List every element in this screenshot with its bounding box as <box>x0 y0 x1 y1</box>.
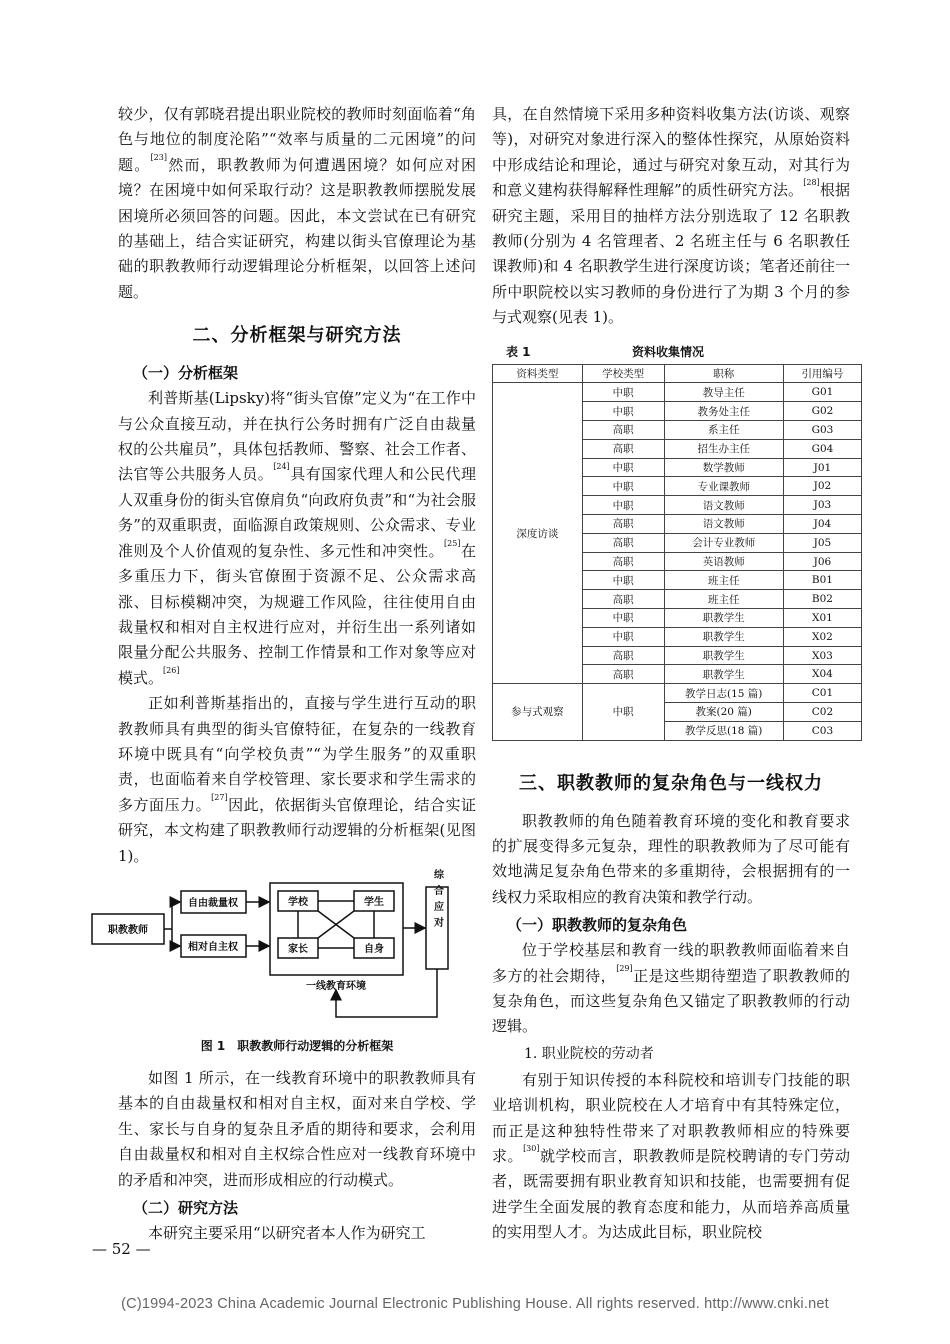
table-cell: 中职 <box>582 609 664 628</box>
table-cell: 招生办主任 <box>664 439 783 458</box>
table-cell: 班主任 <box>664 590 783 609</box>
subsection-heading: （一）分析框架 <box>133 364 239 383</box>
table-cell: B02 <box>783 590 861 609</box>
table-cell: 高职 <box>582 515 664 534</box>
section-heading: 二、分析框架与研究方法 <box>192 325 402 347</box>
table-cell: 教学反思(18 篇) <box>664 721 783 740</box>
table-cell: 高职 <box>582 439 664 458</box>
parent-label: 家长 <box>288 943 308 955</box>
table-cell: 中职 <box>582 477 664 496</box>
table-cell: 高职 <box>582 590 664 609</box>
table-cell: J05 <box>783 533 861 552</box>
table-cell: 中职 <box>582 571 664 590</box>
table-cell: C02 <box>783 703 861 722</box>
table-cell: G03 <box>783 421 861 440</box>
paragraph: 本研究主要采用“以研究者本人作为研究工 <box>148 1224 426 1242</box>
discretion-label: 自由裁量权 <box>188 897 238 909</box>
figure-caption: 图 1 职教教师行动逻辑的分析框架 <box>200 1038 394 1053</box>
data-collection-table <box>492 364 862 741</box>
page-number: — 52 — <box>92 1240 151 1258</box>
sub-subsection-heading: 1. 职业院校的劳动者 <box>524 1045 654 1062</box>
table-cell: J01 <box>783 458 861 477</box>
table-cell: 英语教师 <box>664 552 783 571</box>
table-cell: 职教学生 <box>664 665 783 684</box>
paragraph: 正如利普斯基指出的，直接与学生进行互动的职教教师具有典型的街头官僚特征，在复杂的一线教育环境中既具有“向学校负责”“为学生服务”的双重职责，也面临着来自学校管理、家长要求和学生需求的多方面压力。[27]因此，依据街头官僚理论，结合实证研究，本文构建了职教教师行动逻辑的分析框架(见图1)。 <box>118 694 476 865</box>
table-cell: X04 <box>783 665 861 684</box>
table-cell: 高职 <box>582 533 664 552</box>
table-cell: C03 <box>783 721 861 740</box>
table-cell: 中职 <box>582 684 664 740</box>
self-label: 自身 <box>364 943 384 955</box>
framework-diagram <box>108 868 476 1031</box>
table-cell: 系主任 <box>664 421 783 440</box>
paragraph: 位于学校基层和教育一线的职教教师面临着来自多方的社会期待，[29]正是这些期待塑造了职教教师的复杂角色，而这些复杂角色又锚定了职教教师的行动逻辑。 <box>492 941 850 1036</box>
table-cell: G04 <box>783 439 861 458</box>
environment-label: 一线教育环境 <box>306 980 366 992</box>
framework-figure <box>108 868 476 1031</box>
school-label: 学校 <box>288 896 308 908</box>
student-label: 学生 <box>364 896 384 908</box>
table-cell: 中职 <box>582 458 664 477</box>
table-cell: J04 <box>783 515 861 534</box>
table-cell: 职教学生 <box>664 646 783 665</box>
table-cell: 会计专业教师 <box>664 533 783 552</box>
table-cell: 职教学生 <box>664 609 783 628</box>
table-cell: 数学教师 <box>664 458 783 477</box>
teacher-label: 职教教师 <box>108 924 148 936</box>
table-cell: X01 <box>783 609 861 628</box>
table-cell: 教案(20 篇) <box>664 703 783 722</box>
table-cell: J06 <box>783 552 861 571</box>
table-cell: 职教学生 <box>664 627 783 646</box>
table-cell: 高职 <box>582 665 664 684</box>
paragraph: 职教教师的角色随着教育环境的变化和教育要求的扩展变得多元复杂，理性的职教教师为了尽可能有效地满足复杂角色带来的多重期待，会根据拥有的一线权力采取相应的教育决策和教学行动。 <box>492 811 850 906</box>
table-cell: 高职 <box>582 421 664 440</box>
table-cell: 中职 <box>582 383 664 402</box>
table-cell: 教学日志(15 篇) <box>664 684 783 703</box>
subsection-heading: （一）职教教师的复杂角色 <box>507 916 688 935</box>
table-cell: J02 <box>783 477 861 496</box>
table-cell: 语文教师 <box>664 496 783 515</box>
paragraph: 具，在自然情境下采用多种资料收集方法(访谈、观察等)，对研究对象进行深入的整体性探究，从原始资料中形成结论和理论，通过与研究对象互动，对其行为和意义建构获得解释性理解”的质性研究方法。[28]根据研究主题，采用目的抽样方法分别选取了 12 名职教教师(分别为 4 名管理者、2 名班主任与 6 名职教任课教师)和 4 名职教学生进行深度访谈；笔者还前往一所中职院校以实习教师的身份进行了为期 3 个月的参与式观察(见表 1)。 <box>492 105 850 327</box>
table-cell: 高职 <box>582 646 664 665</box>
table-cell: X02 <box>783 627 861 646</box>
table-cell: 中职 <box>582 627 664 646</box>
paragraph: 较少，仅有郭晓君提出职业院校的教师时刻面临着“角色与地位的制度沦陷”“效率与质量的二元困境”的问题。[23]然而，职教教师为何遭遇困境？如何应对困境？在困境中如何采取行动？这是职教教师摆脱发展困境所必须回答的问题。因此，本文尝试在已有研究的基础上，结合实证研究，构建以街头官僚理论为基础的职教教师行动逻辑理论分析框架，以回答上述问题。 <box>118 105 476 301</box>
right-column <box>492 102 850 1246</box>
table-cell: J03 <box>783 496 861 515</box>
table-cell: 中职 <box>582 402 664 421</box>
paragraph: 利普斯基(Lipsky)将“街头官僚”定义为“在工作中与公众直接互动，并在执行公务时拥有广泛自由裁量权的公共雇员”，具体包括教师、警察、社会工作者、法官等公共服务人员。[24]具有国家代理人和公民代理人双重身份的街头官僚肩负“向政府负责”和“为社会服务”的双重职责，面临源自政策规则、公众需求、专业准则及个人价值观的复杂性、多元性和冲突性。[25]在多重压力下，街头官僚囿于资源不足、公众需求高涨、目标模糊冲突，为规避工作风险，往往使用自由裁量权和相对自主权进行应对，并衍生出一系列诸如限量分配公共服务、控制工作情景和工作对象等应对模式。[26] <box>118 389 476 687</box>
paragraph: 有别于知识传授的本科院校和培训专门技能的职业培训机构，职业院校在人才培育中有其特殊定位，而正是这种独特性带来了对职教教师相应的特殊要求。[30]就学校而言，职教教师是院校聘请的专门劳动者，既需要拥有职业教育知识和技能，也需要拥有促进学生全面发展的教育态度和能力，从而培养高质量的实用型人才。为达成此目标，职业院校 <box>492 1070 850 1242</box>
table-header-row: 资料类型 学校类型 职称 引用编号 <box>493 364 862 383</box>
table-cell: 教务处主任 <box>664 402 783 421</box>
table-group-label: 参与式观察 <box>493 684 583 740</box>
table-cell: C01 <box>783 684 861 703</box>
response-label: 综合应对 <box>431 868 443 933</box>
table-cell: 中职 <box>582 496 664 515</box>
left-column <box>108 102 476 1246</box>
subsection-heading: （二）研究方法 <box>133 1199 239 1217</box>
table-cell: 高职 <box>582 552 664 571</box>
table-cell: B01 <box>783 571 861 590</box>
paragraph: 如图 1 所示，在一线教育环境中的职教教师具有基本的自由裁量权和相对自主权，面对来自学校、学生、家长与自身的复杂且矛盾的期待和要求，会利用自由裁量权和相对自主权综合性应对一线教育环境中的矛盾和冲突，进而形成相应的行动模式。 <box>118 1068 476 1189</box>
table-cell: 语文教师 <box>664 515 783 534</box>
table-row <box>493 684 862 703</box>
table-row <box>493 383 862 402</box>
table-group-label: 深度访谈 <box>493 383 583 684</box>
table-cell: 专业课教师 <box>664 477 783 496</box>
section-heading: 三、职教教师的复杂角色与一线权力 <box>519 772 823 794</box>
table-cell: 教导主任 <box>664 383 783 402</box>
table-cell: G01 <box>783 383 861 402</box>
autonomy-label: 相对自主权 <box>188 941 238 953</box>
table-caption: 表 1 资料收集情况 <box>506 344 705 359</box>
copyright-footer: (C)1994-2023 China Academic Journal Electronic Publishing House. All rights reserved. http://www.cnki.net <box>121 1296 829 1312</box>
table-cell: G02 <box>783 402 861 421</box>
table-cell: 班主任 <box>664 571 783 590</box>
table-cell: X03 <box>783 646 861 665</box>
